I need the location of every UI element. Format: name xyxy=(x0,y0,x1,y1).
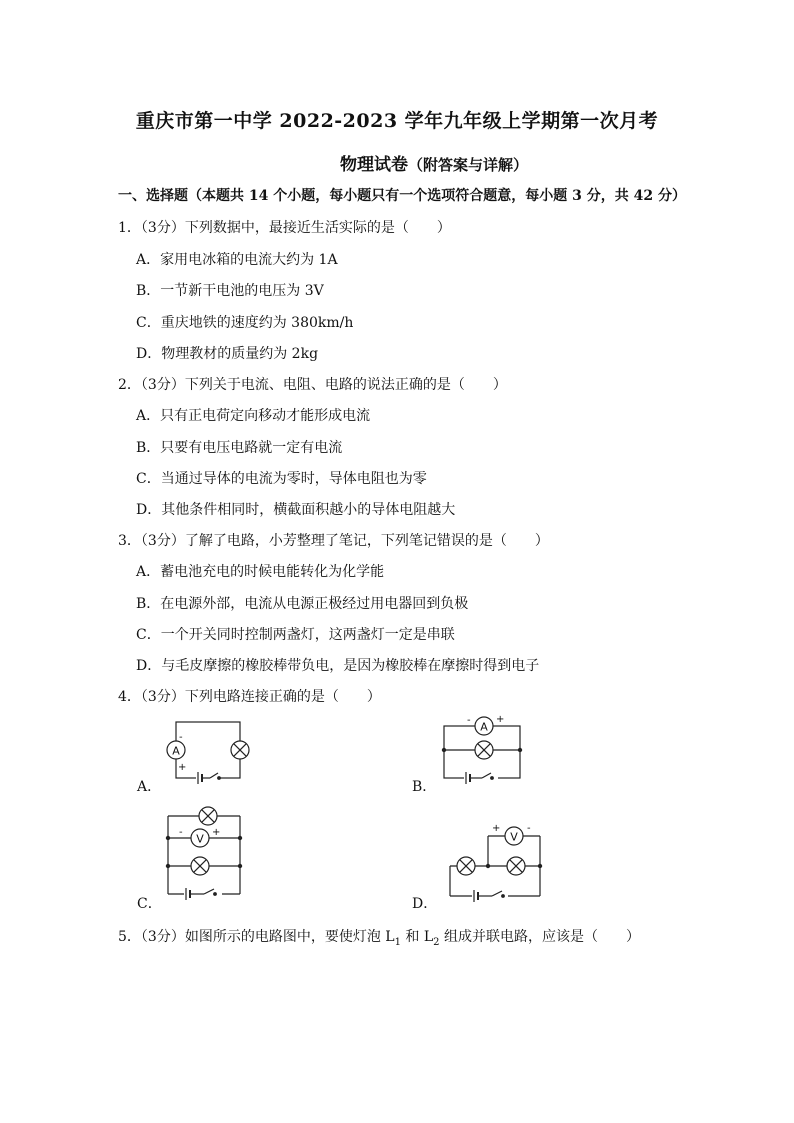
question-2-stem: 2．（3分）下列关于电流、电阻、电路的说法正确的是（ ） xyxy=(118,377,507,393)
question-5-stem-mid: 和 L xyxy=(400,929,434,945)
question-5-sub-2: 2 xyxy=(433,936,440,948)
circuit-b-ammeter-label: A xyxy=(480,720,488,734)
question-5-sub-1: 1 xyxy=(394,936,401,948)
question-1-option-a: A．家用电冰箱的电流大约为 1A xyxy=(136,252,338,268)
subtitle-note: （附答案与详解） xyxy=(408,156,529,174)
circuit-a-plus: + xyxy=(178,762,187,773)
section-heading: 一、选择题（本题共 14 个小题，每小题只有一个选项符合题意，每小题 3 分，共 42 分） xyxy=(118,188,686,204)
circuit-d-diagram xyxy=(442,818,552,906)
circuit-b-label: B． xyxy=(412,779,437,795)
question-3-option-c: C．一个开关同时控制两盏灯，这两盏灯一定是串联 xyxy=(136,627,455,643)
question-1-stem: 1．（3分）下列数据中，最接近生活实际的是（ ） xyxy=(118,220,451,236)
question-3-option-a: A．蓄电池充电的时候电能转化为化学能 xyxy=(136,564,385,580)
circuit-b-plus: + xyxy=(496,714,505,725)
question-5-stem xyxy=(118,926,640,948)
circuit-d-voltmeter-label: V xyxy=(510,830,518,844)
subtitle-main: 物理试卷 xyxy=(340,155,408,175)
question-5-stem-suffix: 组成并联电路，应该是（ ） xyxy=(439,929,640,945)
question-2-option-b: B．只要有电压电路就一定有电流 xyxy=(136,440,343,456)
circuit-b-diagram xyxy=(436,712,536,788)
question-1-option-d: D．物理教材的质量约为 2kg xyxy=(136,346,319,362)
circuit-a-ammeter-label: A xyxy=(172,744,180,758)
question-5-stem-prefix: 5．（3分）如图所示的电路图中，要使灯泡 L xyxy=(118,929,395,945)
circuit-b-minus: - xyxy=(467,715,471,726)
question-1-option-b: B．一节新干电池的电压为 3V xyxy=(136,283,324,299)
question-2-option-a: A．只有正电荷定向移动才能形成电流 xyxy=(136,408,371,424)
page-subtitle xyxy=(340,150,528,175)
circuit-d-minus: - xyxy=(527,823,531,834)
circuit-c-plus: + xyxy=(212,827,221,838)
question-1-option-c: C．重庆地铁的速度约为 380km/h xyxy=(136,315,354,331)
circuit-a-minus: - xyxy=(179,732,183,743)
question-4-stem: 4．（3分）下列电路连接正确的是（ ） xyxy=(118,689,381,705)
question-3-option-b: B．在电源外部，电流从电源正极经过用电器回到负极 xyxy=(136,596,469,612)
page-title: 重庆市第一中学 2022-2023 学年九年级上学期第一次月考 xyxy=(135,110,659,132)
circuit-a-diagram xyxy=(160,716,260,788)
circuit-c-minus: - xyxy=(179,827,183,838)
circuit-c-voltmeter-label: V xyxy=(196,832,204,846)
circuit-a-label: A． xyxy=(137,779,162,795)
circuit-c-diagram xyxy=(156,800,256,904)
question-2-option-c: C．当通过导体的电流为零时，导体电阻也为零 xyxy=(136,471,427,487)
question-3-stem: 3．（3分）了解了电路，小芳整理了笔记，下列笔记错误的是（ ） xyxy=(118,533,549,549)
circuit-d-plus: + xyxy=(492,823,501,834)
question-2-option-d: D．其他条件相同时，横截面积越小的导体电阻越大 xyxy=(136,502,456,518)
circuit-c-label: C． xyxy=(137,896,162,912)
question-3-option-d: D．与毛皮摩擦的橡胶棒带负电，是因为橡胶棒在摩擦时得到电子 xyxy=(136,658,540,674)
circuit-d-label: D． xyxy=(412,896,438,912)
